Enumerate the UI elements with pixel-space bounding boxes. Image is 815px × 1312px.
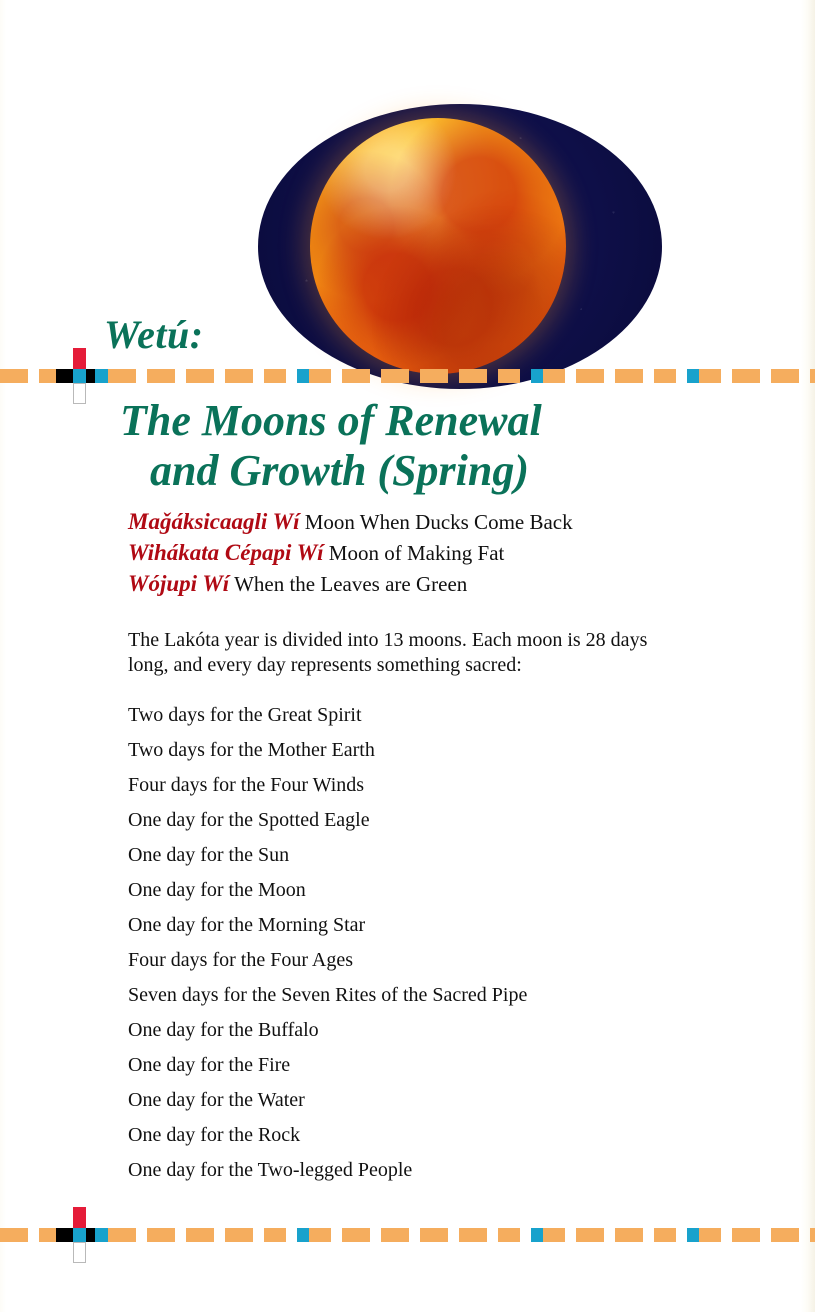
sacred-day-item: One day for the Fire xyxy=(128,1054,291,1076)
border-dash-orange xyxy=(732,1228,760,1242)
sacred-day-item: Seven days for the Seven Rites of the Sacred Pipe xyxy=(128,984,528,1006)
sacred-days-list xyxy=(128,698,728,1188)
sacred-day-item: Two days for the Great Spirit xyxy=(128,704,362,726)
ornament-white-stem xyxy=(73,1242,86,1263)
border-dash-orange xyxy=(0,1228,28,1242)
bottom-dashed-border xyxy=(0,1228,815,1242)
border-dash-orange xyxy=(459,369,487,383)
top-dashed-border xyxy=(0,369,815,383)
border-dash-orange xyxy=(771,1228,799,1242)
sacred-day-item: One day for the Moon xyxy=(128,879,306,901)
border-dash-orange xyxy=(654,369,676,383)
sacred-day-item: Four days for the Four Winds xyxy=(128,774,365,796)
border-dash-orange xyxy=(498,1228,520,1242)
border-dash-orange xyxy=(771,369,799,383)
full-moon-icon xyxy=(310,118,566,374)
ornament-red-block xyxy=(73,348,86,370)
paper-edge-left xyxy=(0,0,6,1312)
border-dash-orange xyxy=(498,369,520,383)
border-dash-orange xyxy=(732,369,760,383)
sacred-day-item: One day for the Rock xyxy=(128,1124,301,1146)
moon-artwork xyxy=(258,104,662,389)
border-dash-teal xyxy=(531,1228,543,1242)
moon-name-english: Moon of Making Fat xyxy=(323,541,505,565)
border-dash-orange xyxy=(264,1228,286,1242)
border-dash-orange xyxy=(699,1228,721,1242)
moon-name-row xyxy=(128,508,728,536)
sacred-day-item: One day for the Water xyxy=(128,1089,305,1111)
border-dash-orange xyxy=(615,1228,643,1242)
border-dash-orange xyxy=(543,369,565,383)
ornament-white-stem xyxy=(73,383,86,404)
border-dash-orange xyxy=(543,1228,565,1242)
ornament-black-block xyxy=(56,369,73,383)
sacred-day-item: One day for the Spotted Eagle xyxy=(128,809,370,831)
page-title-line-1: The Moons of Renewal xyxy=(120,396,542,445)
border-dash-orange xyxy=(264,369,286,383)
page-title xyxy=(120,396,680,496)
border-dash-orange xyxy=(420,369,448,383)
moon-name-lakota: Wihákata Cépapi Wí xyxy=(128,540,324,565)
page-title-line-2: and Growth (Spring) xyxy=(150,446,530,495)
moon-name-row xyxy=(128,539,728,567)
border-dash-orange xyxy=(810,1228,815,1242)
border-dash-orange xyxy=(381,1228,409,1242)
border-dash-orange xyxy=(186,1228,214,1242)
moon-name-english: When the Leaves are Green xyxy=(229,572,468,596)
sacred-day-item: Four days for the Four Ages xyxy=(128,949,353,971)
ornament-red-block xyxy=(73,1207,86,1229)
border-dash-orange xyxy=(381,369,409,383)
moon-name-lakota: Maǧáksicaagli Wí xyxy=(128,509,300,534)
border-dash-teal xyxy=(687,369,699,383)
intro-paragraph: The Lakóta year is divided into 13 moons. Each moon is 28 days long, and every day represents something sacred: xyxy=(128,629,648,676)
border-dash-orange xyxy=(342,1228,370,1242)
border-dash-orange xyxy=(576,369,604,383)
kicker-heading: Wetú: xyxy=(104,312,204,357)
border-dash-orange xyxy=(654,1228,676,1242)
border-dash-orange xyxy=(108,1228,136,1242)
ornament-teal-block xyxy=(73,369,86,383)
border-dash-orange xyxy=(699,369,721,383)
border-dash-orange xyxy=(186,369,214,383)
sacred-day-item: One day for the Buffalo xyxy=(128,1019,319,1041)
border-dash-orange xyxy=(342,369,370,383)
border-dash-teal xyxy=(297,369,309,383)
border-dash-orange xyxy=(108,369,136,383)
border-dash-teal xyxy=(531,369,543,383)
paper-edge-right xyxy=(801,0,815,1312)
border-dash-orange xyxy=(810,369,815,383)
border-dash-teal xyxy=(687,1228,699,1242)
border-dash-orange xyxy=(309,1228,331,1242)
sacred-day-item: Two days for the Mother Earth xyxy=(128,739,375,761)
border-dash-orange xyxy=(225,369,253,383)
border-dash-orange xyxy=(420,1228,448,1242)
lakota-cross-feather-ornament-top xyxy=(56,348,102,404)
moon-name-lakota: Wójupi Wí xyxy=(128,571,230,596)
border-dash-orange xyxy=(459,1228,487,1242)
border-dash-orange xyxy=(309,369,331,383)
moon-name-list xyxy=(128,508,728,601)
lakota-cross-feather-ornament-bottom xyxy=(56,1207,102,1263)
sacred-day-item: One day for the Sun xyxy=(128,844,290,866)
border-dash-orange xyxy=(576,1228,604,1242)
border-dash-orange xyxy=(147,1228,175,1242)
border-dash-orange xyxy=(147,369,175,383)
border-dash-orange xyxy=(615,369,643,383)
moon-name-row xyxy=(128,570,728,598)
ornament-black-block xyxy=(56,1228,73,1242)
moon-name-english: Moon When Ducks Come Back xyxy=(299,510,573,534)
border-dash-orange xyxy=(225,1228,253,1242)
border-dash-orange xyxy=(0,369,28,383)
border-dash-teal xyxy=(297,1228,309,1242)
sacred-day-item: One day for the Two-legged People xyxy=(128,1159,413,1181)
sacred-day-item: One day for the Morning Star xyxy=(128,914,366,936)
ornament-teal-block xyxy=(73,1228,86,1242)
